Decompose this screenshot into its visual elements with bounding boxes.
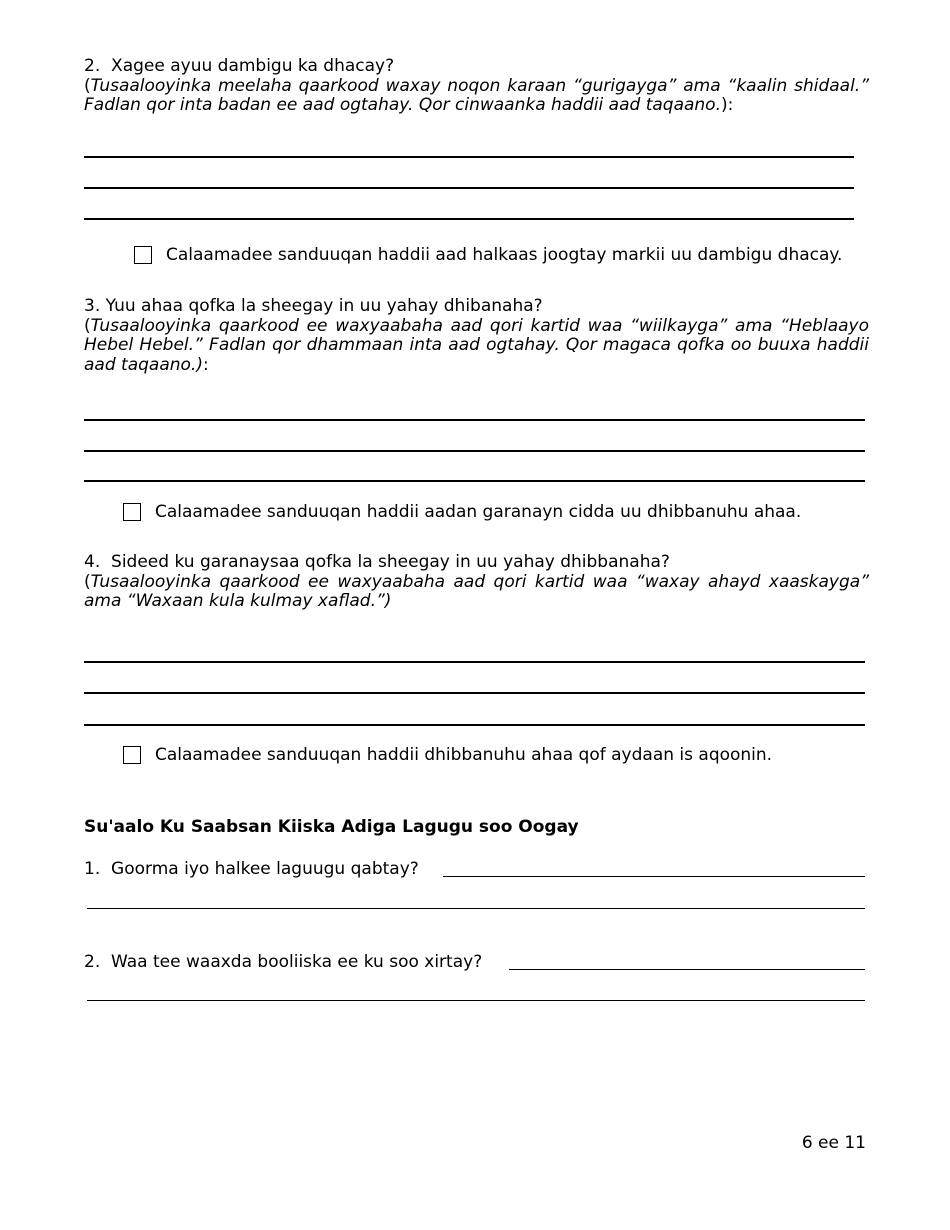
answer-line[interactable]: [84, 480, 865, 482]
hint-open: (: [84, 75, 91, 96]
answer-line[interactable]: [509, 969, 865, 970]
question-2-hint: Tusaalooyinka meelaha qaarkood waxay noqon karaan “gurigayga” ama “kaalin shidaal.” Fadlan qor inta badan ee aad ogtahay. Qor cinwaanka haddii aad taqaano.: [84, 75, 869, 115]
answer-line[interactable]: [84, 692, 865, 694]
checkbox[interactable]: [123, 746, 141, 764]
checkbox-label: Calaamadee sanduuqan haddii aadan garanayn cidda uu dhibbanuhu ahaa.: [155, 502, 802, 522]
checkbox-label: Calaamadee sanduuqan haddii dhibbanuhu ahaa qof aydaan is aqoonin.: [155, 745, 773, 765]
answer-line[interactable]: [84, 450, 865, 452]
section-heading: Su'aalo Ku Saabsan Kiiska Adiga Lagugu soo Oogay: [84, 817, 579, 837]
question-4-number: 4.: [84, 552, 101, 572]
section-question-2-text: Waa tee waaxda booliiska ee ku soo xirtay?: [111, 952, 483, 972]
section-question-2: [84, 952, 482, 972]
answer-line[interactable]: [84, 661, 865, 663]
question-3-checkbox-row: [123, 502, 801, 522]
question-4-hint: Tusaalooyinka qaarkood ee waxyaabaha aad qori kartid waa “waxay ahayd xaaskayga” ama “Waxaan kula kulmay xaflad.”): [84, 571, 869, 611]
question-4-text: Sideed ku garanaysaa qofka la sheegay in uu yahay dhibbanaha?: [111, 552, 670, 572]
answer-line[interactable]: [84, 218, 854, 220]
answer-line[interactable]: [87, 1000, 865, 1001]
hint-open: (: [84, 315, 91, 336]
answer-line[interactable]: [84, 724, 865, 726]
hint-open: (: [84, 571, 91, 592]
question-3-number: 3.: [84, 296, 101, 316]
answer-line[interactable]: [84, 156, 854, 158]
checkbox[interactable]: [134, 246, 152, 264]
checkbox[interactable]: [123, 503, 141, 521]
checkbox-label: Calaamadee sanduuqan haddii aad halkaas joogtay markii uu dambigu dhacay.: [166, 245, 843, 265]
section-question-2-number: 2.: [84, 952, 101, 972]
answer-line[interactable]: [443, 876, 865, 877]
question-4-checkbox-row: [123, 745, 772, 765]
question-2-text: Xagee ayuu dambigu ka dhacay?: [111, 56, 395, 76]
answer-line[interactable]: [84, 187, 854, 189]
question-4: [84, 553, 869, 612]
page-number: 6 ee 11: [801, 1133, 866, 1153]
question-2-number: 2.: [84, 56, 101, 76]
section-question-1: [84, 859, 419, 879]
question-3-text: Yuu ahaa qofka la sheegay in uu yahay dhibanaha?: [105, 296, 543, 316]
hint-close: ):: [720, 95, 734, 115]
question-2: [84, 57, 869, 116]
hint-close: :: [202, 354, 209, 375]
question-3: [84, 297, 869, 375]
answer-line[interactable]: [84, 419, 865, 421]
section-question-1-number: 1.: [84, 859, 101, 879]
answer-line[interactable]: [87, 908, 865, 909]
question-2-checkbox-row: [134, 245, 842, 265]
section-question-1-text: Goorma iyo halkee laguugu qabtay?: [111, 859, 419, 879]
question-3-hint: Tusaalooyinka qaarkood ee waxyaabaha aad qori kartid waa “wiilkayga” ama “Heblaayo Hebel Hebel.” Fadlan qor dhammaan inta aad ogtahay. Qor magaca qofka oo buuxa haddii aad taqaano.): [84, 315, 869, 375]
